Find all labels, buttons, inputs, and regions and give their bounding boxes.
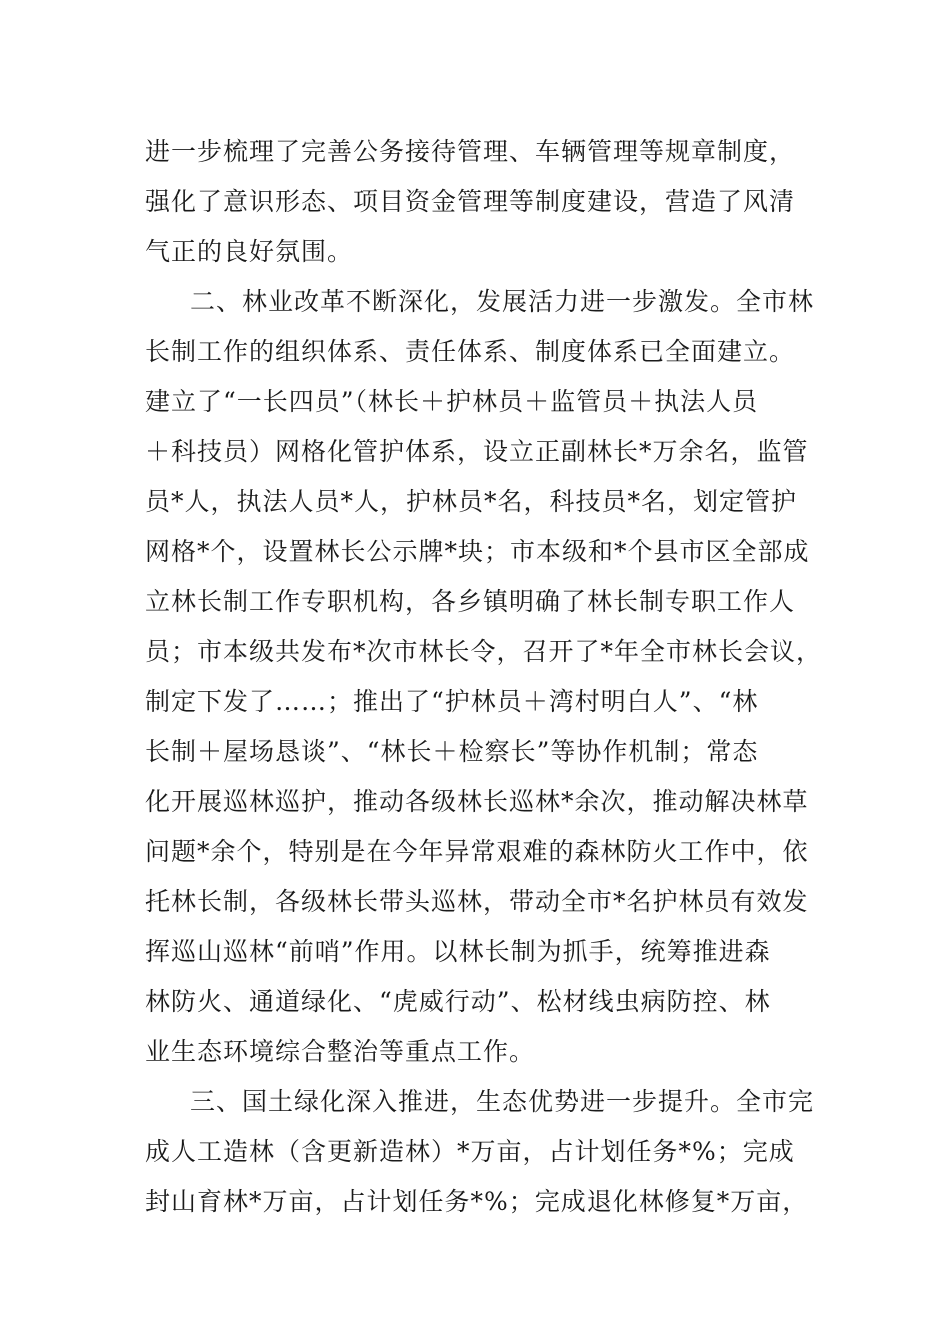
paragraph-3-heading-line: 三、国土绿化深入推进，生态优势进一步提升。全市完 xyxy=(190,1087,815,1116)
text-line: 化开展巡林巡护，推动各级林长巡林*余次，推动解决林草 xyxy=(145,787,809,816)
paragraph-2-heading-line: 二、林业改革不断深化，发展活力进一步激发。全市林 xyxy=(190,287,815,316)
text-line: 制定下发了……；推出了“护林员＋湾村明白人”、“林 xyxy=(145,687,759,716)
text-line: 林防火、通道绿化、“虎威行动”、松材线虫病防控、林 xyxy=(145,987,771,1016)
text-line: 成人工造林（含更新造林）*万亩，占计划任务*%；完成 xyxy=(145,1137,795,1166)
text-line: 员*人，执法人员*人，护林员*名，科技员*名，划定管护 xyxy=(145,487,798,516)
text-line: 封山育林*万亩，占计划任务*%；完成退化林修复*万亩， xyxy=(145,1187,809,1216)
text-line: 长制＋屋场恳谈”、“林长＋检察长”等协作机制；常态 xyxy=(145,737,759,766)
text-line: 员；市本级共发布*次市林长令，召开了*年全市林长会议， xyxy=(145,637,823,666)
text-line: 网格*个，设置林长公示牌*块；市本级和*个县市区全部成 xyxy=(145,537,810,566)
text-line: 气正的良好氛围。 xyxy=(145,237,354,266)
text-line: 立林长制工作专职机构，各乡镇明确了林长制专职工作人 xyxy=(145,587,796,616)
text-line: 挥巡山巡林“前哨”作用。以林长制为抓手，统筹推进森 xyxy=(145,937,771,966)
text-line: 长制工作的组织体系、责任体系、制度体系已全面建立。 xyxy=(145,337,796,366)
text-line: 建立了“一长四员”（林长＋护林员＋监管员＋执法人员 xyxy=(145,387,759,416)
text-line: 业生态环境综合整治等重点工作。 xyxy=(145,1037,536,1066)
text-line: ＋科技员）网格化管护体系，设立正副林长*万余名，监管 xyxy=(145,437,809,466)
text-line: 托林长制，各级林长带头巡林，带动全市*名护林员有效发 xyxy=(145,887,809,916)
text-line: 强化了意识形态、项目资金管理等制度建设，营造了风清 xyxy=(145,187,796,216)
text-line: 问题*余个，特别是在今年异常艰难的森林防火工作中，依 xyxy=(145,837,809,866)
text-line: 进一步梳理了完善公务接待管理、车辆管理等规章制度， xyxy=(145,137,796,166)
